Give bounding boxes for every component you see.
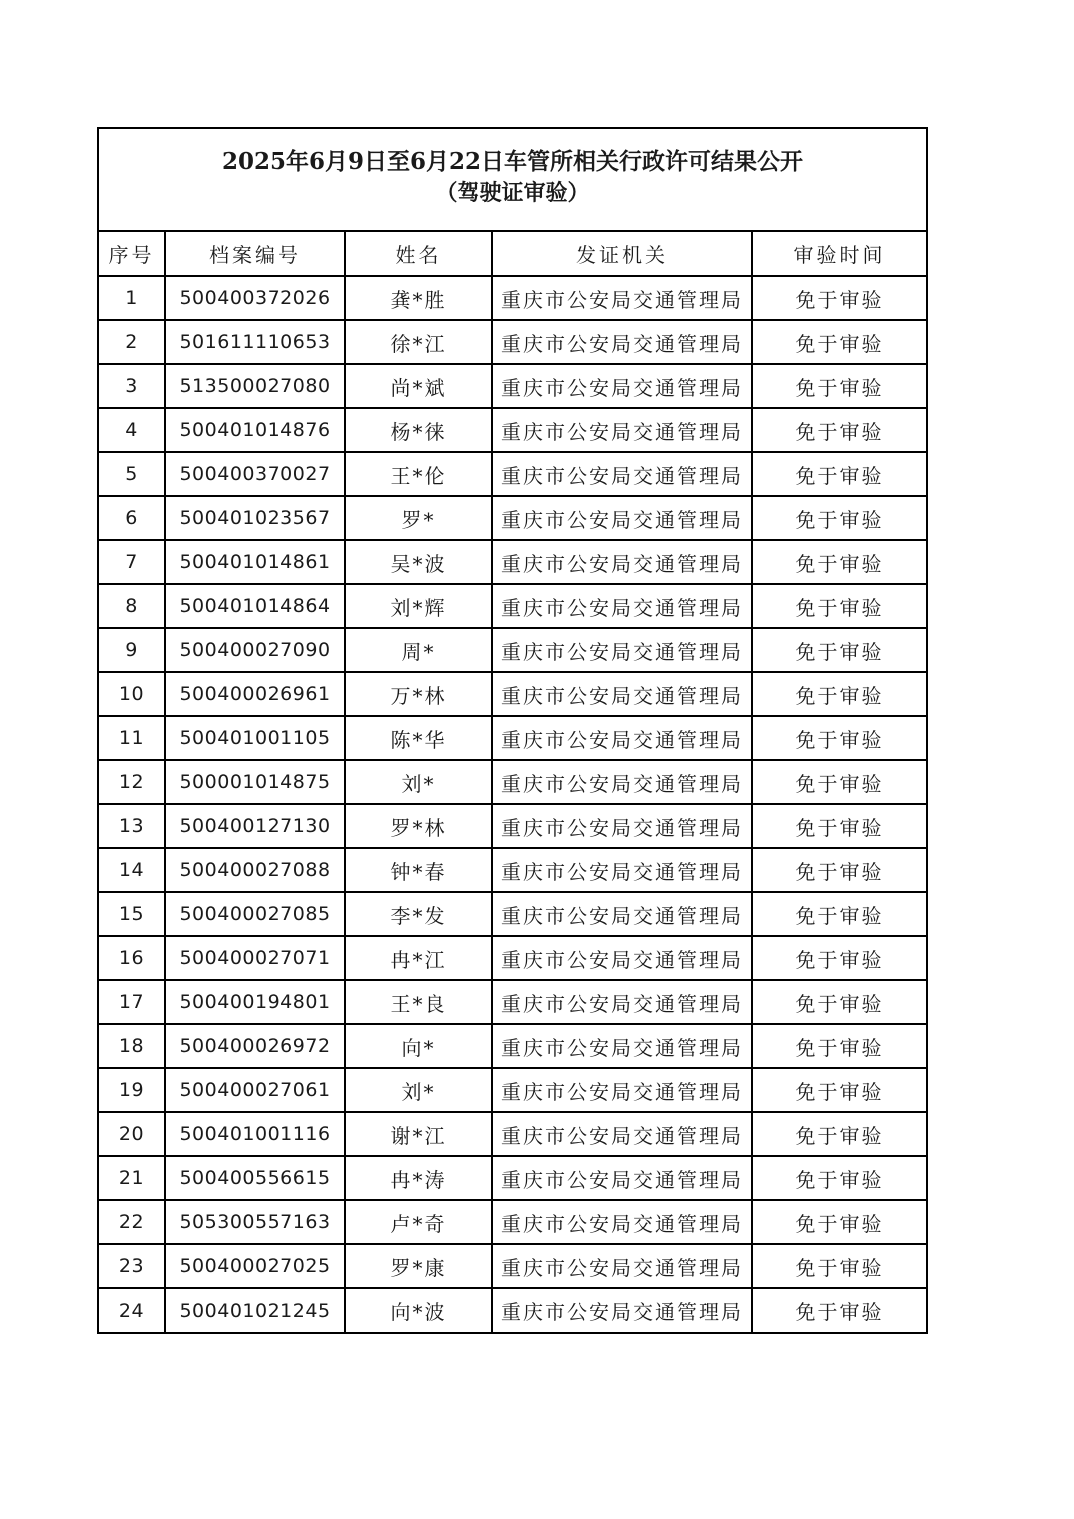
cell-file-number: 500400027090 [165,628,345,672]
cell-index: 21 [99,1156,165,1200]
cell-review-time: 免于审验 [752,848,926,892]
cell-issuing-authority: 重庆市公安局交通管理局 [492,672,752,716]
cell-issuing-authority: 重庆市公安局交通管理局 [492,584,752,628]
cell-issuing-authority: 重庆市公安局交通管理局 [492,408,752,452]
table-row [99,364,926,408]
cell-review-time: 免于审验 [752,540,926,584]
cell-issuing-authority: 重庆市公安局交通管理局 [492,1200,752,1244]
cell-file-number: 500400027025 [165,1244,345,1288]
cell-index: 5 [99,452,165,496]
cell-issuing-authority: 重庆市公安局交通管理局 [492,452,752,496]
cell-issuing-authority: 重庆市公安局交通管理局 [492,276,752,320]
cell-review-time: 免于审验 [752,760,926,804]
cell-file-number: 500400556615 [165,1156,345,1200]
cell-name: 王*良 [345,980,492,1024]
table-row [99,1112,926,1156]
cell-review-time: 免于审验 [752,716,926,760]
header-review-time: 审验时间 [752,232,926,276]
table-row [99,1200,926,1244]
cell-name: 向*波 [345,1288,492,1332]
table-row [99,1156,926,1200]
cell-name: 冉*江 [345,936,492,980]
cell-index: 22 [99,1200,165,1244]
cell-file-number: 513500027080 [165,364,345,408]
cell-file-number: 500401001105 [165,716,345,760]
cell-issuing-authority: 重庆市公安局交通管理局 [492,716,752,760]
cell-review-time: 免于审验 [752,1244,926,1288]
cell-issuing-authority: 重庆市公安局交通管理局 [492,1024,752,1068]
cell-name: 徐*江 [345,320,492,364]
cell-name: 李*发 [345,892,492,936]
header-file-number: 档案编号 [165,232,345,276]
cell-name: 罗* [345,496,492,540]
cell-file-number: 501611110653 [165,320,345,364]
cell-issuing-authority: 重庆市公安局交通管理局 [492,1288,752,1332]
cell-name: 卢*奇 [345,1200,492,1244]
document-title-block [99,129,926,232]
table-row [99,320,926,364]
table-row [99,760,926,804]
cell-index: 19 [99,1068,165,1112]
cell-file-number: 500400372026 [165,276,345,320]
cell-issuing-authority: 重庆市公安局交通管理局 [492,540,752,584]
cell-name: 吴*波 [345,540,492,584]
cell-file-number: 500401021245 [165,1288,345,1332]
cell-file-number: 500401014864 [165,584,345,628]
table-row [99,672,926,716]
cell-review-time: 免于审验 [752,1112,926,1156]
cell-file-number: 500401014861 [165,540,345,584]
header-name: 姓名 [345,232,492,276]
cell-index: 18 [99,1024,165,1068]
cell-file-number: 500400027061 [165,1068,345,1112]
cell-index: 2 [99,320,165,364]
cell-review-time: 免于审验 [752,408,926,452]
cell-review-time: 免于审验 [752,892,926,936]
table-row [99,1244,926,1288]
cell-index: 8 [99,584,165,628]
cell-issuing-authority: 重庆市公安局交通管理局 [492,1112,752,1156]
cell-name: 陈*华 [345,716,492,760]
cell-name: 王*伦 [345,452,492,496]
header-issuing-authority: 发证机关 [492,232,752,276]
table-row [99,540,926,584]
license-review-table [99,232,926,1332]
cell-index: 11 [99,716,165,760]
cell-issuing-authority: 重庆市公安局交通管理局 [492,1156,752,1200]
table-row [99,936,926,980]
cell-issuing-authority: 重庆市公安局交通管理局 [492,980,752,1024]
cell-file-number: 500400026972 [165,1024,345,1068]
cell-review-time: 免于审验 [752,628,926,672]
cell-name: 万*林 [345,672,492,716]
cell-issuing-authority: 重庆市公安局交通管理局 [492,804,752,848]
cell-file-number: 500400370027 [165,452,345,496]
cell-index: 20 [99,1112,165,1156]
cell-issuing-authority: 重庆市公安局交通管理局 [492,1068,752,1112]
cell-name: 冉*涛 [345,1156,492,1200]
cell-file-number: 500400027071 [165,936,345,980]
cell-file-number: 505300557163 [165,1200,345,1244]
cell-review-time: 免于审验 [752,452,926,496]
cell-index: 7 [99,540,165,584]
table-row [99,452,926,496]
cell-file-number: 500401023567 [165,496,345,540]
table-row [99,628,926,672]
cell-review-time: 免于审验 [752,672,926,716]
cell-index: 3 [99,364,165,408]
cell-index: 23 [99,1244,165,1288]
table-row [99,980,926,1024]
cell-review-time: 免于审验 [752,364,926,408]
cell-file-number: 500400026961 [165,672,345,716]
table-row [99,1068,926,1112]
cell-review-time: 免于审验 [752,1156,926,1200]
cell-index: 16 [99,936,165,980]
cell-index: 14 [99,848,165,892]
cell-issuing-authority: 重庆市公安局交通管理局 [492,364,752,408]
cell-review-time: 免于审验 [752,276,926,320]
cell-issuing-authority: 重庆市公安局交通管理局 [492,496,752,540]
cell-issuing-authority: 重庆市公安局交通管理局 [492,892,752,936]
table-row [99,408,926,452]
cell-review-time: 免于审验 [752,1200,926,1244]
cell-index: 17 [99,980,165,1024]
cell-index: 1 [99,276,165,320]
cell-review-time: 免于审验 [752,936,926,980]
cell-issuing-authority: 重庆市公安局交通管理局 [492,936,752,980]
cell-file-number: 500400027085 [165,892,345,936]
cell-name: 钟*春 [345,848,492,892]
document-subtitle: （驾驶证审验） [435,180,590,206]
cell-file-number: 500001014875 [165,760,345,804]
cell-index: 12 [99,760,165,804]
cell-review-time: 免于审验 [752,1068,926,1112]
cell-review-time: 免于审验 [752,804,926,848]
results-document [97,127,928,1334]
cell-review-time: 免于审验 [752,584,926,628]
table-row [99,584,926,628]
document-title: 2025年6月9日至6月22日车管所相关行政许可结果公开 [221,148,804,175]
cell-name: 刘* [345,760,492,804]
cell-review-time: 免于审验 [795,1300,884,1324]
table-row [99,892,926,936]
cell-review-time: 免于审验 [752,1024,926,1068]
cell-index: 24 [99,1288,165,1332]
cell-index: 15 [99,892,165,936]
cell-name: 刘* [345,1068,492,1112]
table-header-row [99,232,926,276]
cell-name: 尚*斌 [345,364,492,408]
cell-issuing-authority: 重庆市公安局交通管理局 [492,848,752,892]
cell-review-time: 免于审验 [752,320,926,364]
cell-name: 罗*康 [345,1244,492,1288]
table-row [99,848,926,892]
cell-name: 刘*辉 [345,584,492,628]
cell-file-number: 500401014876 [165,408,345,452]
cell-index: 4 [99,408,165,452]
cell-issuing-authority: 重庆市公安局交通管理局 [492,320,752,364]
cell-issuing-authority: 重庆市公安局交通管理局 [492,1244,752,1288]
cell-name: 罗*林 [345,804,492,848]
cell-file-number: 500401001116 [165,1112,345,1156]
header-index: 序号 [99,232,165,276]
cell-name: 龚*胜 [345,276,492,320]
cell-file-number: 500400027088 [165,848,345,892]
table-row [99,496,926,540]
cell-review-time: 免于审验 [752,980,926,1024]
cell-index: 10 [99,672,165,716]
cell-name: 杨*徕 [345,408,492,452]
cell-index: 9 [99,628,165,672]
cell-issuing-authority: 重庆市公安局交通管理局 [492,760,752,804]
table-row [99,1288,926,1332]
table-row [99,716,926,760]
cell-file-number: 500400127130 [165,804,345,848]
table-row [99,804,926,848]
cell-name: 向* [345,1024,492,1068]
cell-file-number: 500400194801 [165,980,345,1024]
cell-index: 6 [99,496,165,540]
cell-name: 周* [345,628,492,672]
cell-review-time: 免于审验 [752,496,926,540]
table-row [99,276,926,320]
cell-index: 13 [99,804,165,848]
table-body [99,276,926,1332]
table-row [99,1024,926,1068]
cell-issuing-authority: 重庆市公安局交通管理局 [492,628,752,672]
cell-name: 谢*江 [345,1112,492,1156]
